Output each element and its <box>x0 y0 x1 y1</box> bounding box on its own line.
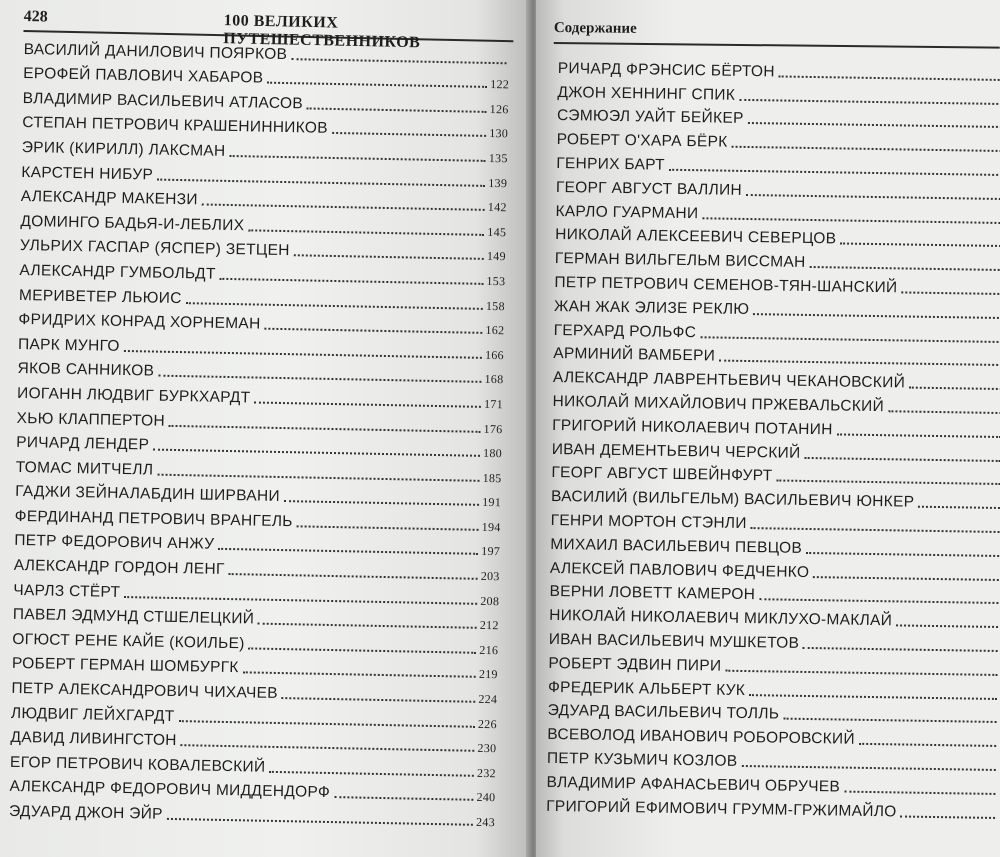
toc-entry-page: 243 <box>475 814 496 830</box>
dot-leader <box>748 122 1000 128</box>
dot-leader <box>749 694 997 700</box>
toc-entry-name: ИВАН ВАСИЛЬЕВИЧ МУШКЕТОВ <box>548 630 800 652</box>
toc-entry-name: ЭДУАРД ДЖОН ЭЙР <box>8 802 163 823</box>
dot-leader <box>725 669 997 675</box>
toc-entry-name: ВАСИЛИЙ ДАНИЛОВИЧ ПОЯРКОВ <box>23 40 288 63</box>
toc-entry-name: ЖАН ЖАК ЭЛИЗЕ РЕКЛЮ <box>553 297 750 318</box>
toc-entry-name: СЭМЮЭЛ УАЙТ БЕЙКЕР <box>556 107 744 128</box>
toc-entry-page: 166 <box>484 347 505 362</box>
dot-leader <box>294 255 484 261</box>
toc-entry-name: ГЕРХАРД РОЛЬФС <box>553 321 697 341</box>
toc-entry-name: МИХАИЛ ВАСИЛЬЕВИЧ ПЕВЦОВ <box>550 535 803 557</box>
dot-leader <box>840 243 1000 248</box>
toc-entry-name: ГЕНРИ МОРТОН СТЭНЛИ <box>550 511 747 532</box>
toc-entry-name: ВАСИЛИЙ (ВИЛЬГЕЛЬМ) ВАСИЛЬЕВИЧ ЮНКЕР <box>550 488 915 511</box>
toc-entry-name: АЛЕКСАНДР ГОРДОН ЛЕНГ <box>13 556 225 579</box>
toc-entry-name: ДОМИНГО БАДЬЯ-И-ЛЕБЛИХ <box>20 212 245 235</box>
dot-leader <box>307 107 487 112</box>
toc-entry-name: ПЕТР ПЕТРОВИЧ СЕМЕНОВ-ТЯН-ШАНСКИЙ <box>554 273 898 297</box>
toc-entry-page: 171 <box>483 396 504 412</box>
dot-leader <box>759 599 998 605</box>
dot-leader <box>804 456 1000 461</box>
toc-entry-name: ПАВЕЛ ЭДМУНД СТШЕЛЕЦКИЙ <box>12 606 255 628</box>
dot-leader <box>803 647 998 652</box>
toc-entry-name: ТОМАС МИТЧЕЛЛ <box>15 458 154 479</box>
toc-entry-page: 194 <box>481 519 501 535</box>
toc-entry-page: 158 <box>485 298 506 313</box>
dot-leader <box>888 410 1000 414</box>
toc-entry-page: 232 <box>476 765 497 781</box>
dot-leader <box>741 765 995 771</box>
dot-leader <box>837 433 1000 438</box>
toc-entry-page: 197 <box>481 544 501 559</box>
toc-entry-page: 153 <box>486 273 506 289</box>
toc-entry-name: ЭРИК (КИРИЛЛ) ЛАКСМАН <box>21 138 226 160</box>
toc-entry-page: 203 <box>480 568 500 584</box>
toc-entry-page: 176 <box>483 421 503 436</box>
toc-entry-name: ФРЕДЕРИК АЛЬБЕРТ КУК <box>547 678 746 699</box>
dot-leader <box>901 291 1000 295</box>
dot-leader <box>779 75 1000 81</box>
toc-entry-name: ЧАРЛЗ СТЁРТ <box>13 581 121 601</box>
toc-entry-name: РОБЕРТ О'ХАРА БЁРК <box>556 131 728 151</box>
toc-entry-name: РОБЕРТ ГЕРМАН ШОМБУРГК <box>11 655 239 677</box>
toc-entry-page: 130 <box>489 126 509 141</box>
dot-leader <box>901 815 996 818</box>
dot-leader <box>248 229 484 236</box>
toc-entry-page: 230 <box>477 741 497 756</box>
dot-leader <box>254 401 481 407</box>
toc-entry-name: АЛЕКСАНДР ГУМБОЛЬДТ <box>19 261 216 283</box>
dot-leader <box>269 771 474 777</box>
toc-entry-page: 219 <box>478 667 498 682</box>
toc-entry-name: ПЕТР КУЗЬМИЧ КОЗЛОВ <box>546 749 738 770</box>
toc-entry-name: ВЛАДИМИР ВАСИЛЬЕВИЧ АТЛАСОВ <box>22 89 304 113</box>
book-title: 100 ВЕЛИКИХ ПУТЕШЕСТВЕННИКОВ <box>223 12 421 52</box>
toc-entry-name: АЛЕКСАНДР МАКЕНЗИ <box>20 188 199 209</box>
toc-entry-name: РОБЕРТ ЭДВИН ПИРИ <box>548 654 722 675</box>
toc-entry-page: 191 <box>482 495 502 510</box>
dot-leader <box>918 506 1000 509</box>
toc-entry-name: ЯКОВ САННИКОВ <box>17 360 155 380</box>
dot-leader <box>746 194 1000 200</box>
right-page <box>536 0 1000 857</box>
toc-entry-name: НИКОЛАЙ НИКОЛАЕВИЧ МИКЛУХО-МАКЛАЙ <box>549 607 893 630</box>
toc-entry-page: 135 <box>488 150 508 166</box>
toc-entry-name: ВЕРНИ ЛОВЕТТ КАМЕРОН <box>549 583 756 604</box>
toc-entry-name: ГРИГОРИЙ ЕФИМОВИЧ ГРУММ-ГРЖИМАЙЛО <box>546 797 897 820</box>
toc-entry-name: ГРИГОРИЙ НИКОЛАЕВИЧ ПОТАНИН <box>552 416 833 439</box>
toc-entry-name: ГЕРМАН ВИЛЬГЕЛЬМ ВИССМАН <box>554 250 806 272</box>
toc-entry-page: 212 <box>479 618 499 633</box>
toc-entry-name: ПЕТР ФЕДОРОВИЧ АНЖУ <box>14 532 215 554</box>
dot-leader <box>753 313 1000 319</box>
dot-leader <box>249 647 477 653</box>
toc-entry-name: АРМИНИЙ ВАМБЕРИ <box>553 345 716 365</box>
toc-entry-name: ФЕРДИНАНД ПЕТРОВИЧ ВРАНГЕЛЬ <box>14 507 293 531</box>
toc-entry-name: МЕРИВЕТЕР ЛЬЮИС <box>18 286 182 307</box>
dot-leader <box>909 387 1000 390</box>
toc-entry-page: 216 <box>479 642 499 658</box>
dot-leader <box>264 328 482 334</box>
dot-leader <box>282 697 476 703</box>
toc-entry-page: 145 <box>487 224 507 240</box>
toc-entry-name: КАРСТЕН НИБУР <box>21 163 154 184</box>
toc-entry-name: ИОГАНН ЛЮДВИГ БУРКХАРДТ <box>16 384 251 407</box>
toc-entry-name: ДАВИД ЛИВИНГСТОН <box>10 729 177 750</box>
toc-entry-page: 126 <box>489 101 509 117</box>
toc-entry-name: ГЕНРИХ БАРТ <box>556 154 666 174</box>
page-number: 428 <box>23 7 48 26</box>
dot-leader <box>896 625 998 629</box>
toc-entry-name: ПЕТР АЛЕКСАНДРОВИЧ ЧИХАЧЕВ <box>11 679 278 703</box>
right-running-head <box>554 18 1000 49</box>
toc-entry-name: ИВАН ДЕМЕНТЬЕВИЧ ЧЕРСКИЙ <box>551 440 801 462</box>
dot-leader <box>284 500 479 506</box>
dot-leader <box>751 527 1000 533</box>
dot-leader <box>267 82 487 88</box>
toc-entry-name: ДЖОН ХЕННИНГ СПИК <box>557 83 736 104</box>
toc-list-left <box>9 34 510 830</box>
toc-entry-name: НИКОЛАЙ МИХАЙЛОВИЧ ПРЖЕВАЛЬСКИЙ <box>552 392 885 416</box>
toc-entry-name: РИЧАРД ФРЭНСИС БЁРТОН <box>557 59 775 81</box>
toc-entry-page: 122 <box>490 77 510 92</box>
dot-leader <box>809 266 1000 271</box>
toc-entry-page: 139 <box>488 175 508 190</box>
toc-entry-page: 208 <box>480 593 500 608</box>
toc-entry-name: КАРЛО ГУАРМАНИ <box>555 202 699 222</box>
dot-leader <box>719 360 1000 366</box>
toc-entry-page: 240 <box>476 790 496 805</box>
toc-entry-page: 162 <box>485 323 505 338</box>
toc-entry-name: ГАДЖИ ЗЕЙНАЛАБДИН ШИРВАНИ <box>15 483 281 506</box>
section-title: Содержание <box>553 19 637 37</box>
toc-entry-name: ВЛАДИМИР АФАНАСЬЕВИЧ ОБРУЧЕВ <box>546 773 841 796</box>
toc-entry-name: УЛЬРИХ ГАСПАР (ЯСПЕР) ЗЕТЦЕН <box>19 237 290 260</box>
dot-leader <box>291 58 506 64</box>
dot-leader <box>167 818 473 826</box>
dot-leader <box>258 623 477 629</box>
toc-entry-page: 142 <box>487 200 507 215</box>
dot-leader <box>332 132 486 137</box>
toc-entry-name: РИЧАРД ЛЕНДЕР <box>15 434 150 454</box>
toc-entry-name: ГЕОРГ АВГУСТ ШВЕЙНФУРТ <box>551 464 773 485</box>
dot-leader <box>297 525 479 530</box>
dot-leader <box>739 98 1000 104</box>
toc-entry-name: НИКОЛАЙ АЛЕКСЕЕВИЧ СЕВЕРЦОВ <box>555 226 837 248</box>
toc-entry-name: ХЬЮ КЛАППЕРТОН <box>16 409 166 430</box>
dot-leader <box>806 552 999 557</box>
dot-leader <box>813 576 999 581</box>
toc-list-right <box>546 54 1000 823</box>
toc-entry-name: ПАРК МУНГО <box>17 335 120 355</box>
dot-leader <box>844 790 995 794</box>
toc-entry-name: ВСЕВОЛОД ИВАНОВИЧ РОБОРОВСКИЙ <box>547 726 856 748</box>
dot-leader <box>243 672 476 678</box>
toc-entry-name: ЕГОР ПЕТРОВИЧ КОВАЛЕВСКИЙ <box>9 753 266 776</box>
toc-entry-name: АЛЕКСАНДР ЛАВРЕНТЬЕВИЧ ЧЕКАНОВСКИЙ <box>552 369 906 392</box>
toc-entry-page: 226 <box>477 716 497 731</box>
toc-entry-name: ГЕОРГ АВГУСТ ВАЛЛИН <box>555 178 743 199</box>
dot-leader <box>783 718 996 723</box>
dot-leader <box>731 146 1000 152</box>
dot-leader <box>859 743 996 747</box>
toc-entry-name: АЛЕКСАНДР ФЕДОРОВИЧ МИДДЕНДОРФ <box>9 778 331 802</box>
toc-entry-name: СТЕПАН ПЕТРОВИЧ КРАШЕНИННИКОВ <box>22 114 329 138</box>
toc-entry-name: ОГЮСТ РЕНЕ КАЙЕ (КОИЛЬЕ) <box>12 630 245 653</box>
dot-leader <box>776 480 1000 486</box>
dot-leader <box>334 796 474 801</box>
toc-entry-page: 168 <box>484 372 504 387</box>
toc-entry-page: 224 <box>478 691 498 707</box>
toc-entry-page: 180 <box>483 445 503 461</box>
toc-entry-name: ЭДУАРД ВАСИЛЬЕВИЧ ТОЛЛЬ <box>547 702 780 723</box>
toc-entry-name: АЛЕКСЕЙ ПАВЛОВИЧ ФЕДЧЕНКО <box>549 559 810 581</box>
toc-entry-page: 185 <box>482 470 502 485</box>
toc-entry-name: ЕРОФЕЙ ПАВЛОВИЧ ХАБАРОВ <box>23 65 264 87</box>
toc-entry-name: ФРИДРИХ КОНРАД ХОРНЕМАН <box>18 311 261 333</box>
toc-entry-page: 149 <box>486 249 506 264</box>
toc-entry-name: ЛЮДВИГ ЛЕЙХГАРДТ <box>10 704 175 725</box>
